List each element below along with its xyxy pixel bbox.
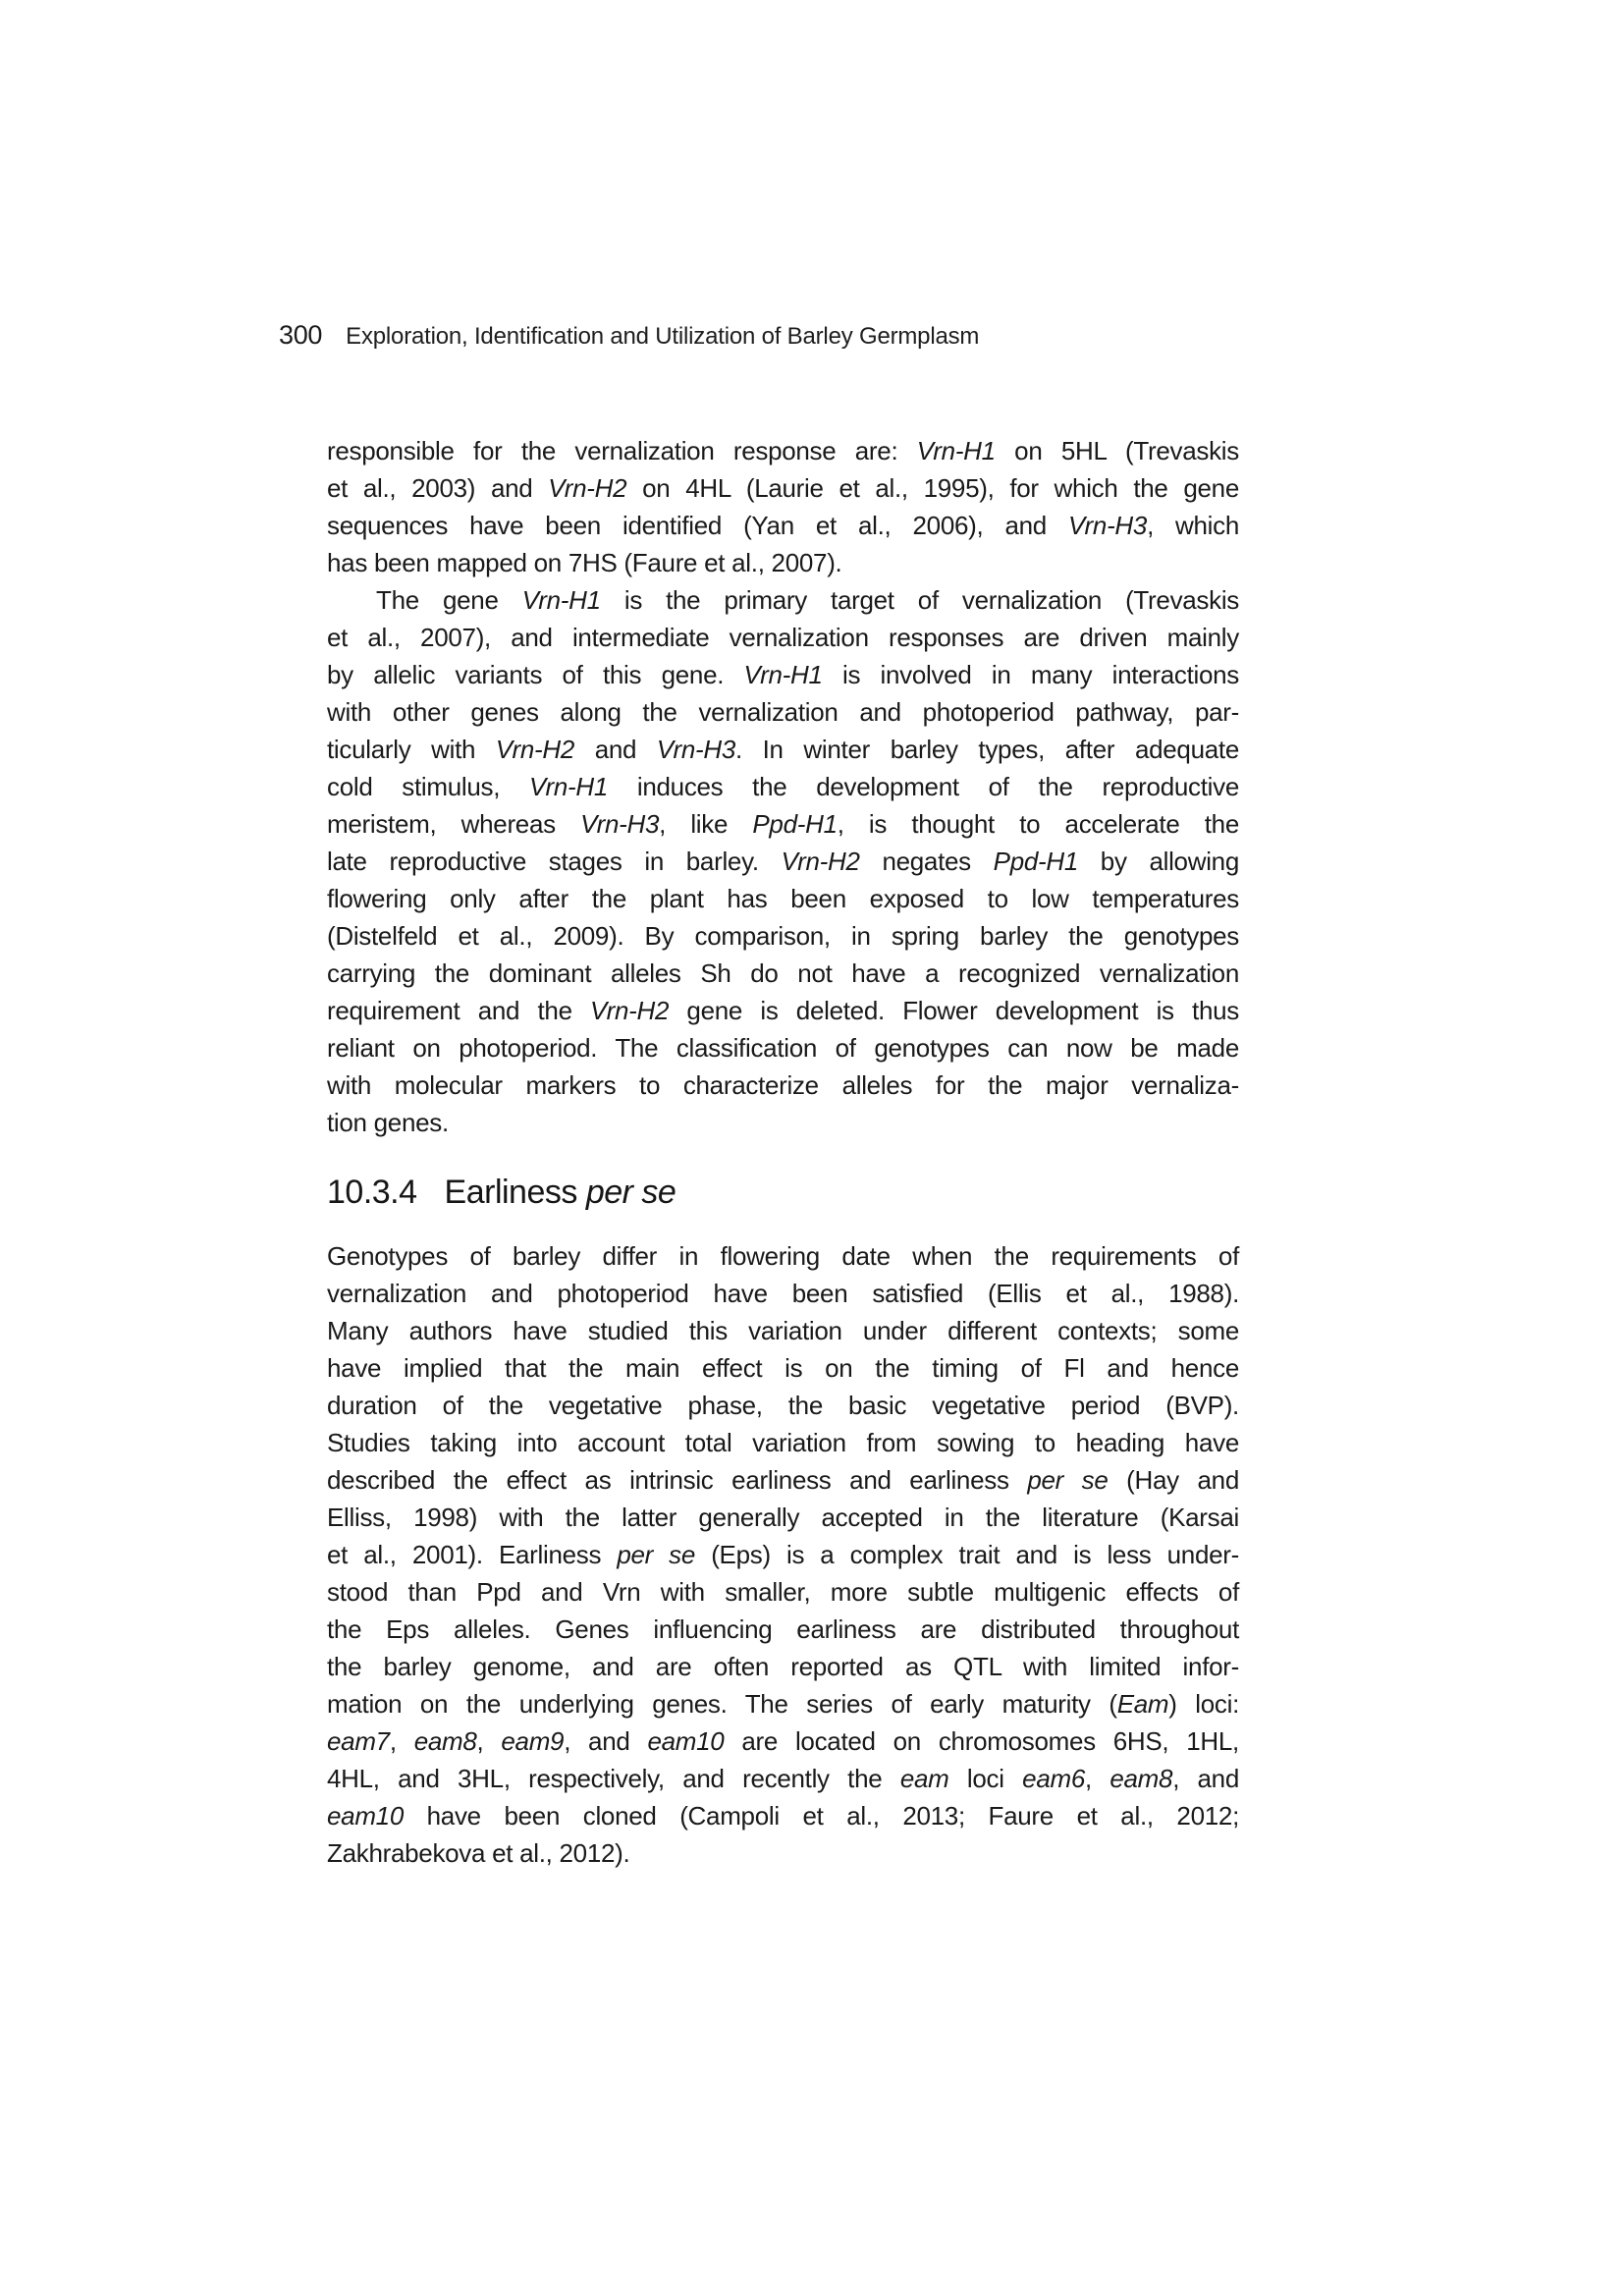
paragraph: [327, 581, 1239, 1141]
text-line: mation on the underlying genes. The series of early maturity (Eam) loci:: [327, 1689, 1239, 1719]
text-line: reliant on photoperiod. The classification of genotypes can now be made: [327, 1033, 1239, 1063]
text-line: tion genes.: [327, 1108, 449, 1137]
text-line: by allelic variants of this gene. Vrn-H1 is involved in many interactions: [327, 660, 1239, 689]
text-line: requirement and the Vrn-H2 gene is deleted. Flower development is thus: [327, 996, 1239, 1025]
running-head: Exploration, Identification and Utilization of Barley Germplasm: [346, 323, 980, 350]
text-line: cold stimulus, Vrn-H1 induces the development of the reproductive: [327, 772, 1239, 801]
text-line: et al., 2003) and Vrn-H2 on 4HL (Laurie et al., 1995), for which the gene: [327, 473, 1239, 503]
text-line: Elliss, 1998) with the latter generally accepted in the literature (Karsai: [327, 1503, 1239, 1532]
text-line: with other genes along the vernalization and photoperiod pathway, par-: [327, 697, 1239, 727]
page-number: 300: [279, 320, 323, 350]
text-line: sequences have been identified (Yan et al., 2006), and Vrn-H3, which: [327, 511, 1240, 540]
text-line: with molecular markers to characterize alleles for the major vernaliza-: [327, 1070, 1239, 1100]
text-line: stood than Ppd and Vrn with smaller, more subtle multigenic effects of: [327, 1577, 1239, 1607]
text-line: Many authors have studied this variation under different contexts; some: [327, 1316, 1239, 1345]
paragraph: [327, 1237, 1239, 1872]
text-line: the Eps alleles. Genes influencing earliness are distributed throughout: [327, 1614, 1239, 1644]
text-line: 4HL, and 3HL, respectively, and recently the eam loci eam6, eam8, and: [327, 1764, 1240, 1793]
text-block: [327, 432, 1239, 1872]
text-line: eam10 have been cloned (Campoli et al., 2013; Faure et al., 2012;: [327, 1801, 1239, 1831]
text-line: The gene Vrn-H1 is the primary target of vernalization (Trevaskis: [376, 585, 1240, 615]
text-line: eam7, eam8, eam9, and eam10 are located on chromosomes 6HS, 1HL,: [327, 1726, 1239, 1756]
section-number: 10.3.4: [327, 1174, 417, 1211]
paragraph: [327, 432, 1239, 581]
text-line: Zakhrabekova et al., 2012).: [327, 1838, 630, 1868]
text-line: ticularly with Vrn-H2 and Vrn-H3. In winter barley types, after adequate: [327, 735, 1239, 764]
text-line: described the effect as intrinsic earliness and earliness per se (Hay and: [327, 1465, 1239, 1495]
text-line: flowering only after the plant has been exposed to low temperatures: [327, 884, 1239, 913]
text-line: Genotypes of barley differ in flowering date when the requirements of: [327, 1241, 1239, 1271]
section-title: Earliness per se: [444, 1174, 676, 1211]
text-line: the barley genome, and are often reported as QTL with limited infor-: [327, 1652, 1239, 1681]
text-line: late reproductive stages in barley. Vrn-H2 negates Ppd-H1 by allowing: [327, 847, 1239, 876]
text-line: et al., 2007), and intermediate vernalization responses are driven mainly: [327, 623, 1239, 652]
text-line: meristem, whereas Vrn-H3, like Ppd-H1, is thought to accelerate the: [327, 809, 1239, 839]
page-header: [279, 320, 979, 351]
text-line: carrying the dominant alleles Sh do not have a recognized vernalization: [327, 958, 1239, 988]
text-line: et al., 2001). Earliness per se (Eps) is a complex trait and is less under-: [327, 1540, 1239, 1569]
text-line: vernalization and photoperiod have been satisfied (Ellis et al., 1988).: [327, 1279, 1239, 1308]
text-line: responsible for the vernalization response are: Vrn-H1 on 5HL (Trevaskis: [327, 436, 1239, 465]
text-line: has been mapped on 7HS (Faure et al., 2007).: [327, 548, 842, 577]
text-line: Studies taking into account total variation from sowing to heading have: [327, 1428, 1239, 1457]
text-line: (Distelfeld et al., 2009). By comparison, in spring barley the genotypes: [327, 921, 1239, 951]
text-line: duration of the vegetative phase, the basic vegetative period (BVP).: [327, 1391, 1239, 1420]
text-line: have implied that the main effect is on the timing of Fl and hence: [327, 1353, 1239, 1383]
section-heading: [327, 1169, 1239, 1216]
